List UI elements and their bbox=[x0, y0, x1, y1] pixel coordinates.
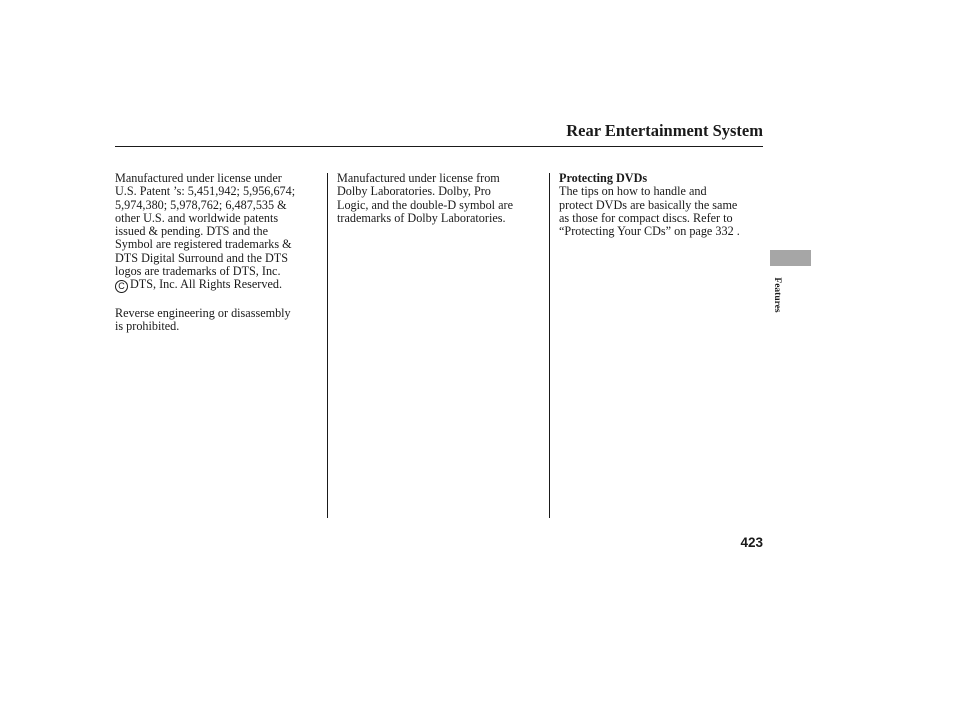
text-line: trademarks of Dolby Laboratories. bbox=[337, 210, 506, 225]
column-dts-license bbox=[115, 172, 327, 333]
text-line: Manufactured under license from bbox=[337, 171, 500, 185]
column-divider bbox=[549, 173, 550, 518]
text-line: The tips on how to handle and bbox=[559, 184, 707, 199]
text-line: Dolby Laboratories. Dolby, Pro bbox=[337, 184, 491, 199]
text-line: Manufactured under license under bbox=[115, 171, 282, 185]
text-line: Reverse engineering or disassembly bbox=[115, 305, 291, 320]
copyright-line bbox=[115, 278, 327, 293]
copyright-icon: C bbox=[115, 280, 128, 293]
section-label-vertical bbox=[768, 271, 786, 319]
header-rule bbox=[115, 146, 763, 147]
text-line: issued & pending. DTS and the bbox=[115, 224, 269, 239]
text-line: logos are trademarks of DTS, Inc. bbox=[115, 264, 281, 279]
section-heading: Protecting DVDs bbox=[559, 171, 648, 185]
text-line: is prohibited. bbox=[115, 318, 180, 333]
text-line: as those for compact discs. Refer to bbox=[559, 210, 733, 225]
section-tab-marker bbox=[770, 250, 811, 266]
column-dolby-license bbox=[337, 172, 542, 225]
text-line: Symbol are registered trademarks & bbox=[115, 237, 292, 252]
text-line: Logic, and the double-D symbol are bbox=[337, 197, 513, 212]
text-line: “Protecting Your CDs” on page 332 . bbox=[559, 224, 740, 239]
page-title: Rear Entertainment System bbox=[566, 121, 763, 140]
text-line: protect DVDs are basically the same bbox=[559, 197, 738, 212]
text-line: U.S. Patent ’s: 5,451,942; 5,956,674; bbox=[115, 184, 296, 199]
text-line: DTS Digital Surround and the DTS bbox=[115, 250, 288, 265]
paragraph-gap bbox=[115, 293, 327, 306]
column-divider bbox=[327, 173, 328, 518]
text-line: other U.S. and worldwide patents bbox=[115, 210, 279, 225]
section-label: Features bbox=[772, 277, 782, 313]
page-number: 423 bbox=[740, 535, 763, 550]
copyright-text: DTS, Inc. All Rights Reserved. bbox=[130, 277, 282, 292]
column-protecting-dvds bbox=[559, 172, 763, 238]
text-line: 5,974,380; 5,978,762; 6,487,535 & bbox=[115, 197, 287, 212]
